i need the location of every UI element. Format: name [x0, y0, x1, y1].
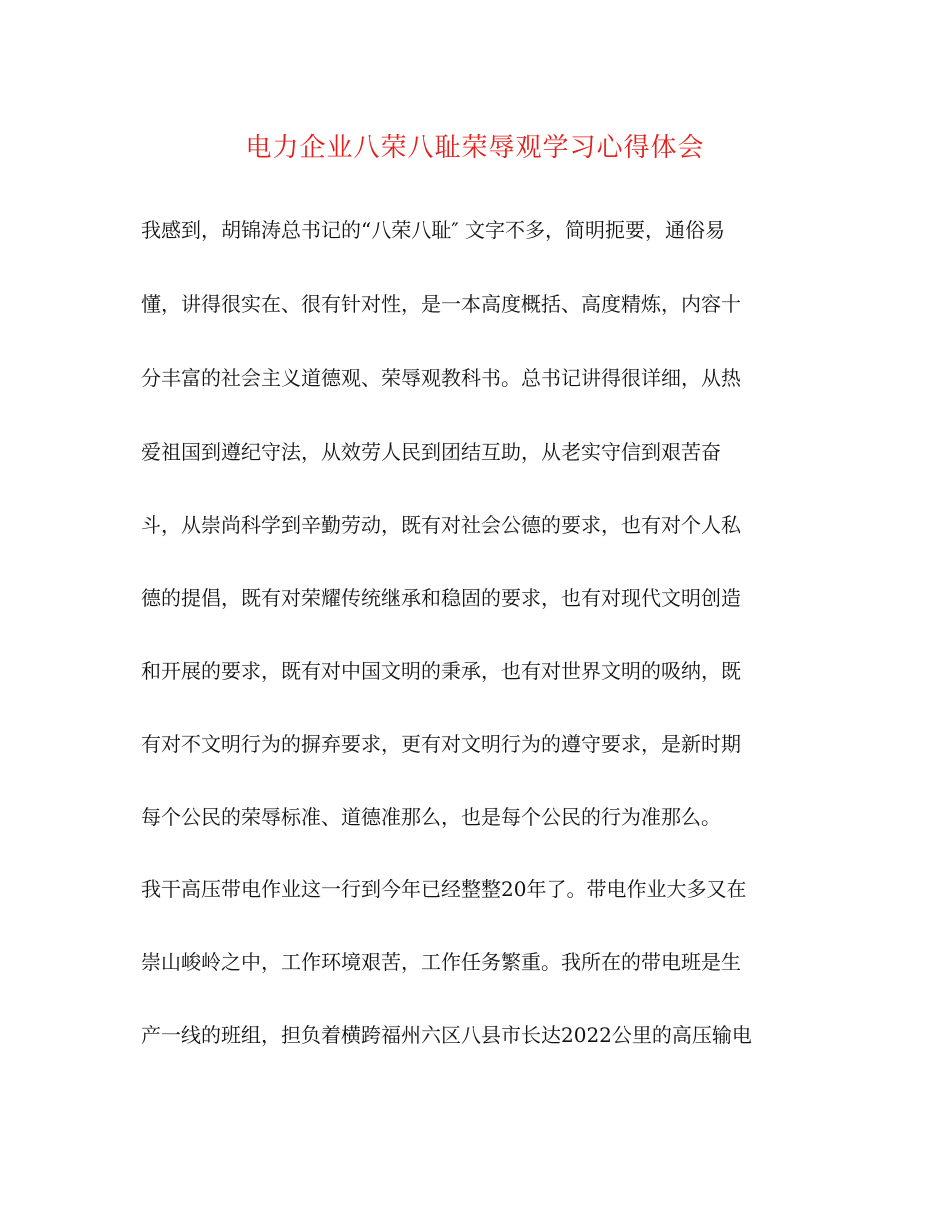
body-text-line: 斗，从崇尚科学到辛勤劳动，既有对社会公德的要求，也有对个人私 [141, 513, 741, 537]
body-text-line: 我干高压带电作业这一行到今年已经整整20年了。带电作业大多又在 [141, 877, 747, 901]
body-text-line: 懂，讲得很实在、很有针对性，是一本高度概括、高度精炼，内容十 [141, 292, 741, 316]
body-text-line: 分丰富的社会主义道德观、荣辱观教科书。总书记讲得很详细，从热 [141, 366, 741, 390]
body-text-line: 爱祖国到遵纪守法，从效劳人民到团结互助，从老实守信到艰苦奋 [141, 440, 721, 464]
body-text-line: 有对不文明行为的摒弃要求，更有对文明行为的遵守要求，是新时期 [141, 732, 741, 756]
document-title: 电力企业八荣八耻荣辱观学习心得体会 [245, 133, 705, 163]
body-text-line: 崇山峻岭之中，工作环境艰苦，工作任务繁重。我所在的带电班是生 [141, 950, 741, 974]
body-text-line: 产一线的班组，担负着横跨福州六区八县市长达2022公里的高压输电 [141, 1023, 752, 1047]
body-text-line: 德的提倡，既有对荣耀传统继承和稳固的要求，也有对现代文明创造 [141, 586, 741, 610]
body-text-line: 和开展的要求，既有对中国文明的秉承，也有对世界文明的吸纳，既 [141, 659, 741, 683]
body-text-line: 我感到，胡锦涛总书记的“八荣八耻″ 文字不多，简明扼要，通俗易 [141, 218, 726, 242]
body-text-line: 每个公民的荣辱标准、道德准那么，也是每个公民的行为准那么。 [141, 805, 721, 829]
